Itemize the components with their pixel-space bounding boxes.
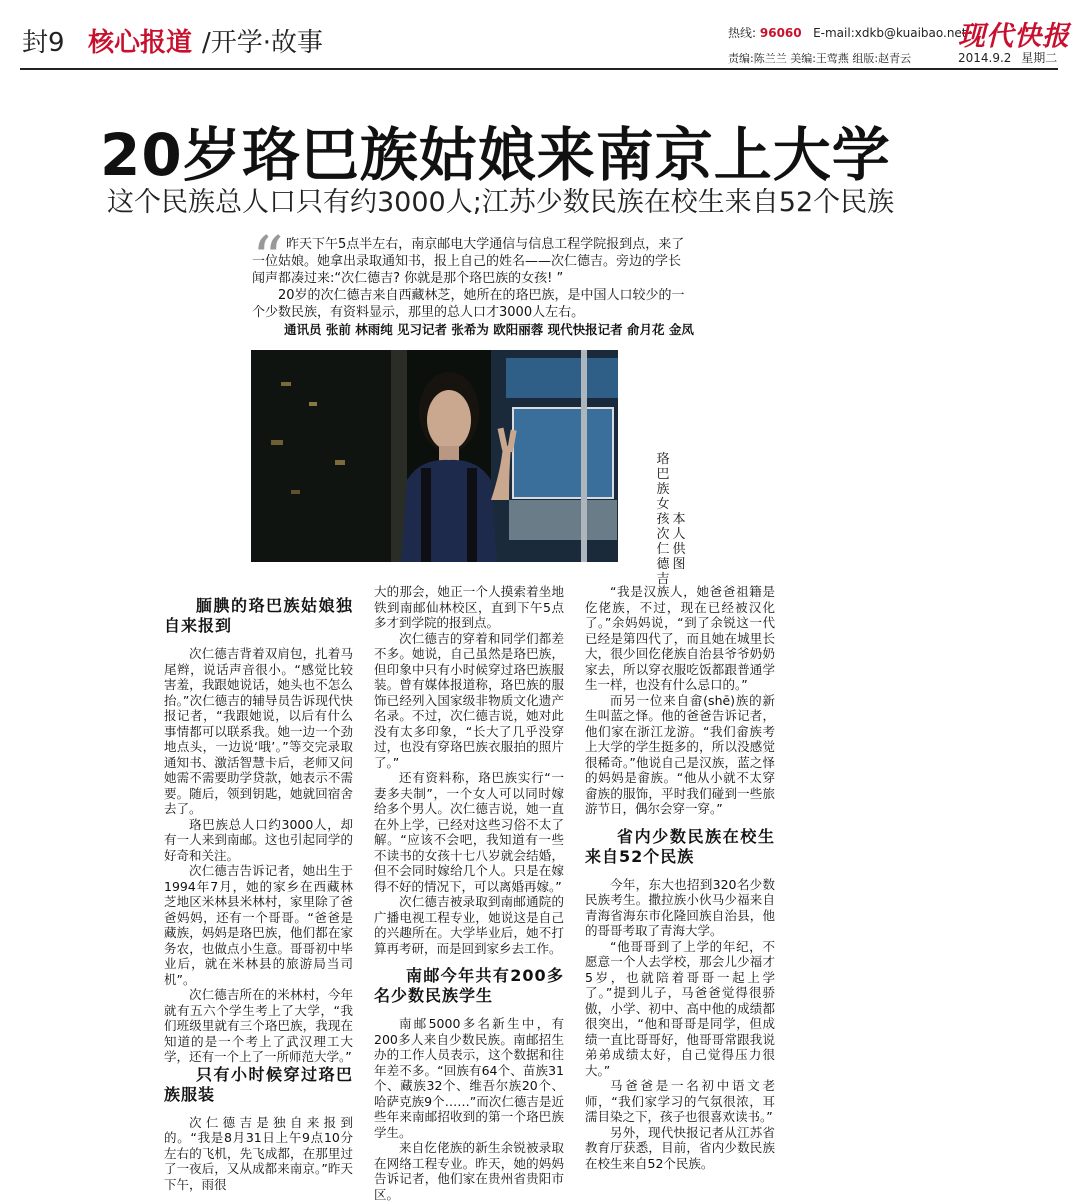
paragraph: “我是汉族人，她爸爸祖籍是仡佬族，不过，现在已经被汉化了。”余妈妈说，“到了余锐这一代已经是第四代了，而且她在城里长大，很少回仡佬族自治县爷爷奶奶家去，所以穿衣服吃饭都跟普通学生一样，也没有什么忌口的。” [585,584,775,692]
paragraph: 次仁德吉告诉记者，她出生于1994年7月，她的家乡在西藏林芝地区米林县米林村，家里除了爸爸妈妈，还有一个哥哥。“爸爸是藏族，妈妈是珞巴族，他们都在家务农，也做点小生意。哥哥初中毕业后，就在米林县的旅游局当司机”。 [164,863,353,987]
paragraph: 大的那会，她正一个人摸索着坐地铁到南邮仙林校区，直到下午5点多才到学院的报到点。 [374,584,564,630]
issue-date: 2014.9.2 [958,51,1012,65]
subhead-3: 南邮今年共有200多名少数民族学生 [374,966,564,1005]
paragraph: 次仁德吉是独自来报到的。“我是8月31日上午9点10分左右的飞机，先飞成都，在那里过了一夜后，又从成都来南京。”昨天下午，雨很 [164,1114,353,1192]
article-column-2 [374,584,564,1202]
paragraph: 马爸爸是一名初中语文老师，“我们家学习的气氛很浓，耳濡目染之下，孩子也很喜欢读书。” [585,1078,775,1124]
paragraph: 珞巴族总人口约3000人，却有一人来到南邮。这也引起同学的好奇和关注。 [164,816,353,863]
newspaper-logo: 现代快报 [958,21,1070,52]
quote-mark-icon: “ [252,222,284,295]
article-column-3 [585,584,775,1171]
paragraph: 今年，东大也招到320名少数民族考生。撒拉族小伙马少福来自青海省海东市化隆回族自治县，他的哥哥考取了青海大学。 [585,876,775,938]
page-number: 封9 [22,28,65,58]
lede-paragraph-1: 昨天下午5点半左右，南京邮电大学通信与信息工程学院报到点，来了一位姑娘。她拿出录取通知书，报上自己的姓名——次仁德吉。旁边的学长闻声都凑过来:“次仁德吉? 你就是那个珞巴族的女孩! ” [252,237,685,286]
paragraph: 次仁德吉的穿着和同学们都差不多。她说，自己虽然是珞巴族，但印象中只有小时候穿过珞巴族服装。曾有媒体报道称，珞巴族的服饰已经列入国家级非物质文化遗产名录。不过，次仁德吉说，她对此没有太多印象，“长大了几乎没穿过，也没有穿珞巴族衣服拍的照片了。” [374,630,564,770]
paragraph: 而另一位来自畲(shē)族的新生叫蓝之怿。他的爸爸告诉记者，他们家在浙江龙游。“我们畲族考上大学的学生挺多的，所以没感觉很稀奇。”他说自己是汉族，蓝之怿的妈妈是畲族。“他从小就不太穿畲族的服饰，平时我们碰到一些旅游节日，偶尔会穿一穿。” [585,692,775,816]
photo-caption: 珞巴族女孩次仁德吉 [656,452,670,587]
subhead-1: 腼腆的珞巴族姑娘独自来报到 [164,596,353,635]
hotline-info [728,24,967,41]
lede [252,236,692,321]
paragraph: 另外，现代快报记者从江苏省教育厅获悉，目前，省内少数民族在校生来自52个民族。 [585,1124,775,1171]
photo-illustration [251,350,618,562]
header-rule [20,68,1058,70]
subsection-title: /开学·故事 [202,28,324,58]
hotline-number: 96060 [759,26,802,40]
dateline [958,49,1057,66]
hotline-label: 热线: [728,26,757,40]
photo-credit: 本人供图 [672,512,686,572]
lede-paragraph-2: 20岁的次仁德吉来自西藏林芝，她所在的珞巴族，是中国人口较少的一个少数民族，有资料显示，那里的总人口才3000人左右。 [252,288,685,320]
paragraph: 来自仡佬族的新生余锐被录取在网络工程专业。昨天，她的妈妈告诉记者，他们家在贵州省贵阳市区。 [374,1140,564,1202]
subhead-4: 省内少数民族在校生来自52个民族 [585,826,775,866]
paragraph: 次仁德吉背着双肩包，扎着马尾辫，说话声音很小。“感觉比较害羞，我跟她说话，她头也不怎么抬。”次仁德吉的辅导员告诉现代快报记者，“我跟她说，以后有什么事情都可以联系我。她一边一个劲地点头，一边说‘哦’。”等交完录取通知书、激活智慧卡后，老师又问她需不需要助学贷款，她表示不需要。随后，领到钥匙，她就回宿舍去了。 [164,646,353,816]
article-column-1 [164,596,353,1192]
issue-weekday: 星期二 [1021,51,1058,65]
subheadline: 这个民族总人口只有约3000人;江苏少数民族在校生来自52个民族 [107,187,895,218]
paragraph: 次仁德吉被录取到南邮通院的广播电视工程专业，她说这是自己的兴趣所在。大学毕业后，她不打算再考研，而是回到家乡去工作。 [374,894,564,956]
paragraph: “他哥哥到了上学的年纪，不愿意一个人去学校，那会儿少福才5岁，也就陪着哥哥一起上学了。”提到儿子，马爸爸觉得很骄傲，小学、初中、高中他的成绩都很突出，“他和哥哥是同学，但成绩一直比哥哥好，他哥哥常跟我说弟弟成绩太好，自己觉得压力很大。” [585,938,775,1078]
paragraph: 次仁德吉所在的米林村，今年就有五六个学生考上了大学，“我们班级里就有三个珞巴族，我现在知道的是一个考上了武汉理工大学，还有一个上了一所师范大学。” [164,987,353,1064]
photo-ciren-deji [251,350,618,562]
headline: 20岁珞巴族姑娘来南京上大学 [100,121,891,189]
paragraph: 南邮5000多名新生中，有200多人来自少数民族。南邮招生办的工作人员表示，这个数据和往年差不多。“回族有64个、苗族31个、藏族32个、维吾尔族20个、哈萨克族9个……”而次仁德吉是近些年来南邮招收到的第一个珞巴族学生。 [374,1016,564,1140]
byline: 通讯员 张前 林雨纯 见习记者 张希为 欧阳丽蓉 现代快报记者 俞月花 金凤 [284,322,694,337]
editors-credit: 责编:陈兰兰 美编:王莺燕 组版:赵青云 [728,52,912,65]
paragraph: 还有资料称，珞巴族实行“一妻多夫制”，一个女人可以同时嫁给多个男人。次仁德吉说，她一直在外上学，已经对这些习俗不太了解。“应该不会吧，我知道有一些不读书的女孩十七八岁就会结婚，但不会同时嫁给几个人。只是在嫁得不好的情况下，可以离婚再嫁。” [374,770,564,894]
subhead-2: 只有小时候穿过珞巴族服装 [164,1064,353,1104]
email-text: E-mail:xdkb@kuaibao.net [813,26,967,40]
section-title: 核心报道 [88,28,193,58]
